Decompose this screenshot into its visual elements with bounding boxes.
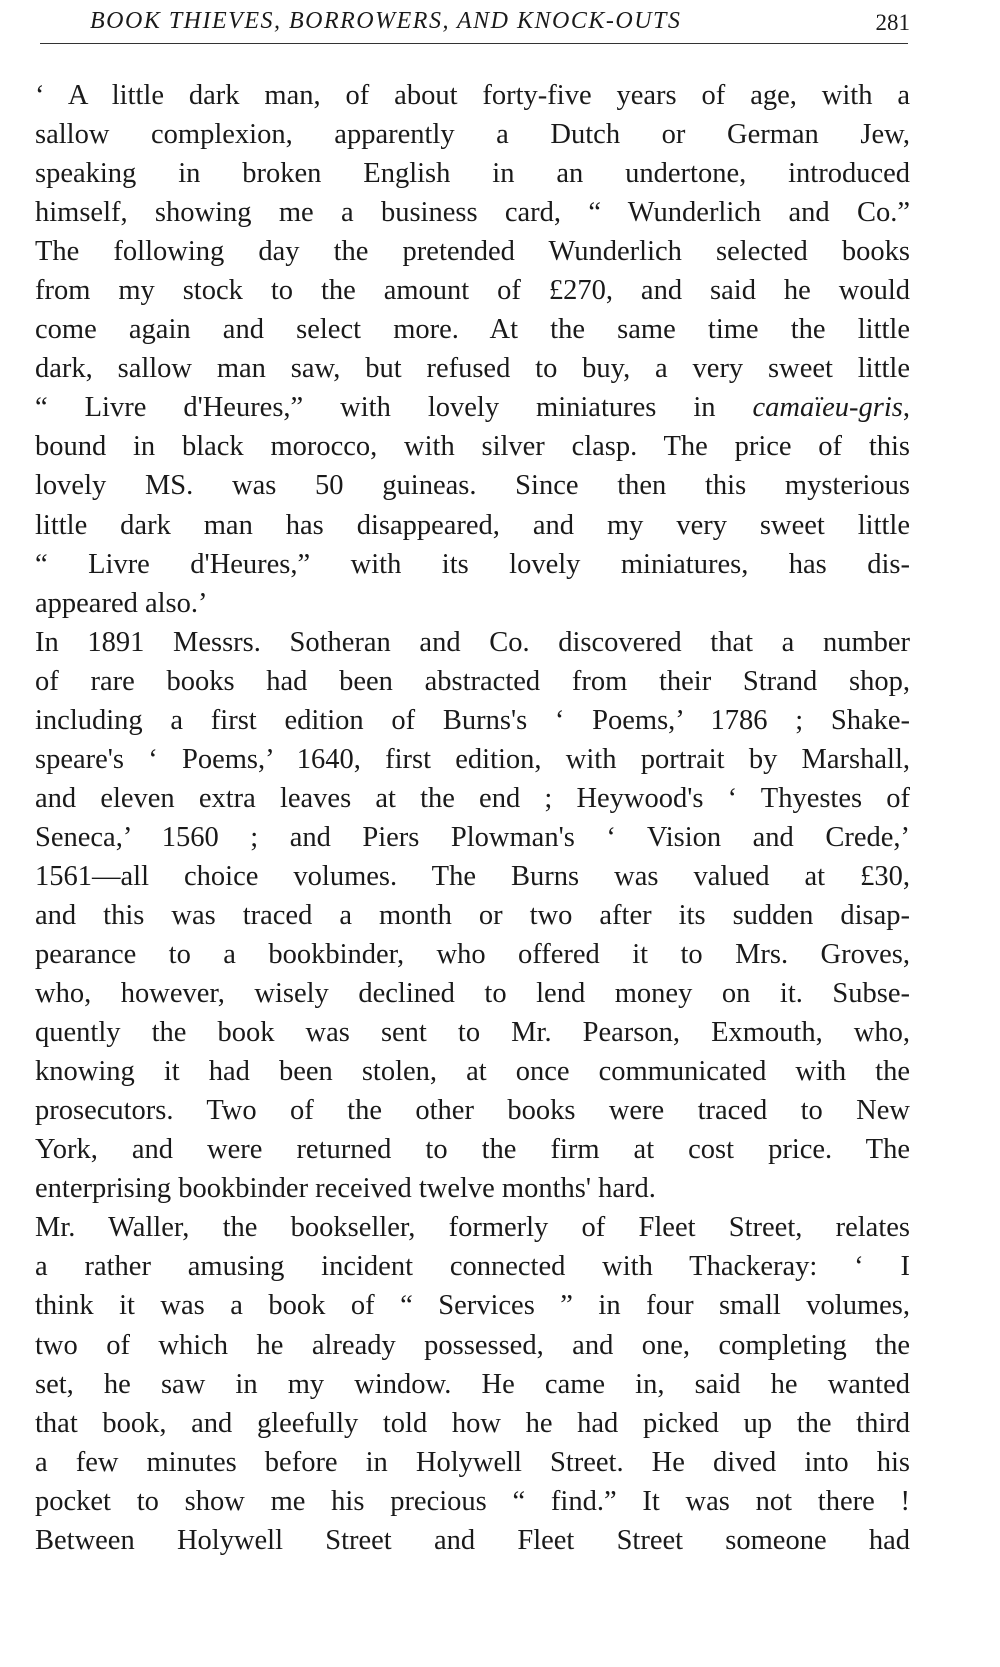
text-line: speaking in broken English in an undertone, introduced	[35, 158, 910, 190]
text-line: The following day the pretended Wunderlich selected books	[35, 236, 910, 268]
text-line: dark, sallow man saw, but refused to buy, a very sweet little	[35, 353, 910, 385]
text-line: and this was traced a month or two after its sudden disap-	[35, 899, 910, 931]
text-line: Seneca,’ 1560 ; and Piers Plowman's ‘ Vision and Crede,’	[35, 821, 910, 853]
text-line: York, and were returned to the firm at cost price. The	[35, 1134, 910, 1166]
text-line: pearance to a bookbinder, who offered it to Mrs. Groves,	[35, 939, 910, 971]
text-line: that book, and gleefully told how he had picked up the third	[35, 1407, 910, 1439]
running-title: BOOK THIEVES, BORROWERS, AND KNOCK-OUTS	[90, 8, 682, 34]
text-line: set, he saw in my window. He came in, said he wanted	[35, 1368, 910, 1400]
body-text	[35, 76, 910, 1560]
text-line: a rather amusing incident connected with Thackeray: ‘ I	[35, 1251, 910, 1283]
paragraph	[35, 76, 910, 623]
text-line: speare's ‘ Poems,’ 1640, first edition, with portrait by Marshall,	[35, 743, 910, 775]
text-line: 1561—all choice volumes. The Burns was valued at £30,	[35, 860, 910, 892]
text-line: think it was a book of “ Services ” in four small volumes,	[35, 1290, 910, 1322]
text-line: little dark man has disappeared, and my very sweet little	[35, 509, 910, 541]
paragraph	[35, 1208, 910, 1559]
text-line: ‘ A little dark man, of about forty-five years of age, with a	[35, 80, 910, 111]
text-segment: “ Livre d'Heures,” with lovely miniatures in	[35, 392, 753, 424]
text-line: enterprising bookbinder received twelve months' hard.	[35, 1173, 656, 1205]
text-line: from my stock to the amount of £270, and said he would	[35, 275, 910, 307]
text-line: and eleven extra leaves at the end ; Heywood's ‘ Thyestes of	[35, 782, 910, 814]
italic-text: camaïeu-gris	[752, 392, 903, 424]
text-line	[35, 388, 910, 427]
text-line: a few minutes before in Holywell Street. He dived into his	[35, 1446, 910, 1478]
text-line: bound in black morocco, with silver clasp. The price of this	[35, 431, 910, 463]
text-line: Between Holywell Street and Fleet Street someone had	[35, 1524, 910, 1556]
text-line: lovely MS. was 50 guineas. Since then this mysterious	[35, 470, 910, 502]
text-line: prosecutors. Two of the other books were traced to New	[35, 1095, 910, 1127]
text-line: pocket to show me his precious “ find.” It was not there !	[35, 1485, 910, 1517]
text-line: “ Livre d'Heures,” with its lovely miniatures, has dis-	[35, 548, 910, 580]
text-line: two of which he already possessed, and one, completing the	[35, 1329, 910, 1361]
text-line: including a first edition of Burns's ‘ Poems,’ 1786 ; Shake-	[35, 704, 910, 736]
text-segment: ,	[902, 392, 910, 424]
text-line: of rare books had been abstracted from their Strand shop,	[35, 665, 910, 697]
text-line: come again and select more. At the same time the little	[35, 314, 910, 346]
page-number: 281	[875, 10, 910, 35]
text-line: sallow complexion, apparently a Dutch or German Jew,	[35, 119, 910, 151]
text-line: In 1891 Messrs. Sotheran and Co. discovered that a number	[35, 626, 910, 658]
text-line: who, however, wisely declined to lend money on it. Subse-	[35, 978, 910, 1010]
text-line: knowing it had been stolen, at once communicated with the	[35, 1056, 910, 1088]
text-line: quently the book was sent to Mr. Pearson, Exmouth, who,	[35, 1017, 910, 1049]
running-header	[90, 8, 910, 42]
paragraph	[35, 623, 910, 1209]
text-line: himself, showing me a business card, “ Wunderlich and Co.”	[35, 197, 910, 229]
text-line: appeared also.’	[35, 587, 208, 619]
text-line: Mr. Waller, the bookseller, formerly of Fleet Street, relates	[35, 1212, 910, 1244]
header-rule	[40, 43, 908, 44]
